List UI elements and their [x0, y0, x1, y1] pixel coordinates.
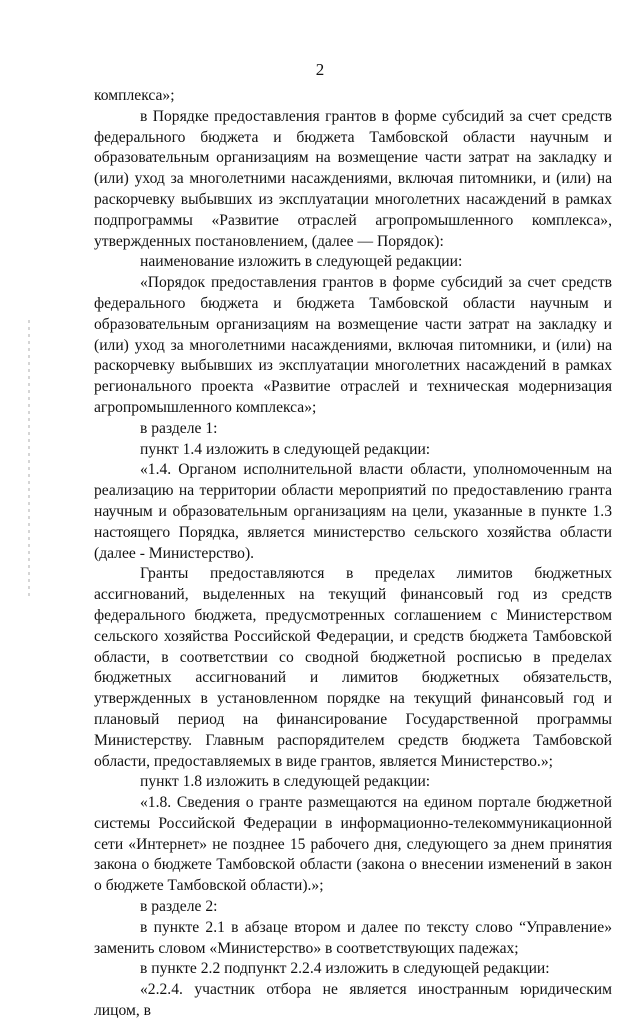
paragraph-8: Гранты предоставляются в пределах лимитов бюджетных ассигнований, выделенных на текущий финансовый год из средств федерального бюджета, предусмотренных соглашением с Министерством сельского хозяйства Российской Федерации, и средств бюджета Тамбовской области, в соответствии со сводной бюджетной росписью в пределах бюджетных ассигнований и лимитов бюджетных обязательств, утвержденных в установленном порядке на текущий финансовый год и плановый период на финансирование Государственной программы Министерству. Главным распорядителем средств бюджета Тамбовской области, предоставляемых в виде грантов, является Министерство.»; [94, 565, 612, 770]
paragraph-3: наименование изложить в следующей редакции: [140, 253, 463, 271]
paragraph-13: в пункте 2.2 подпункт 2.2.4 изложить в следующей редакции: [140, 960, 550, 978]
paragraph-6: пункт 1.4 изложить в следующей редакции: [140, 440, 431, 458]
paragraph-12: в пункте 2.1 в абзаце втором и далее по тексту слово “Управление» заменить словом «Министерство» в соответствующих падежах; [94, 918, 612, 957]
paragraph-10: «1.8. Сведения о гранте размещаются на едином портале бюджетной системы Российской Федерации в информационно-телекоммуникационной сети «Интернет» не позднее 15 рабочего дня, следующего за днем принятия закона о бюджете Тамбовской области (закона о внесении изменений в закон о бюджете Тамбовской области).»; [94, 794, 612, 895]
scan-edge-mark [28, 320, 30, 600]
paragraph-5: в разделе 1: [140, 419, 218, 437]
paragraph-2: в Порядке предоставления грантов в форме субсидий за счет средств федерального бюджета и бюджета Тамбовской области научным и образовательным организациям на возмещение части затрат на закладку и (или) уход за многолетними насаждениями, включая питомники, и (или) на раскорчевку выбывших из эксплуатации многолетних насаждений в рамках подпрограммы «Развитие отраслей агропромышленного комплекса», утвержденных постановлением, (далее — Порядок): [94, 107, 612, 250]
page-number: 2 [315, 60, 325, 79]
paragraph-4: «Порядок предоставления грантов в форме субсидий за счет средств федерального бюджета и бюджета Тамбовской области научным и образовательным организациям на возмещение части затрат на закладку и (или) уход за многолетними насаждениями, включая питомники, и (или) на раскорчевку выбывших из эксплуатации многолетних насаждений в рамках регионального проекта «Развитие отраслей и техническая модернизация агропромышленного комплекса»; [94, 274, 612, 416]
paragraph-9: пункт 1.8 изложить в следующей редакции: [140, 773, 431, 791]
paragraph-7: «1.4. Органом исполнительной власти области, уполномоченным на реализацию на территории области мероприятий по предоставлению гранта научным и образовательным организациям на цели, указанные в пункте 1.3 настоящего Порядка, является министерство сельского хозяйства области (далее - Министерство). [94, 461, 612, 562]
document-body [94, 86, 612, 1022]
paragraph-14: «2.2.4. участник отбора не является иностранным юридическим лицом, в [94, 981, 612, 1020]
paragraph-1: комплекса»; [94, 87, 175, 104]
paragraph-11: в разделе 2: [140, 898, 218, 916]
